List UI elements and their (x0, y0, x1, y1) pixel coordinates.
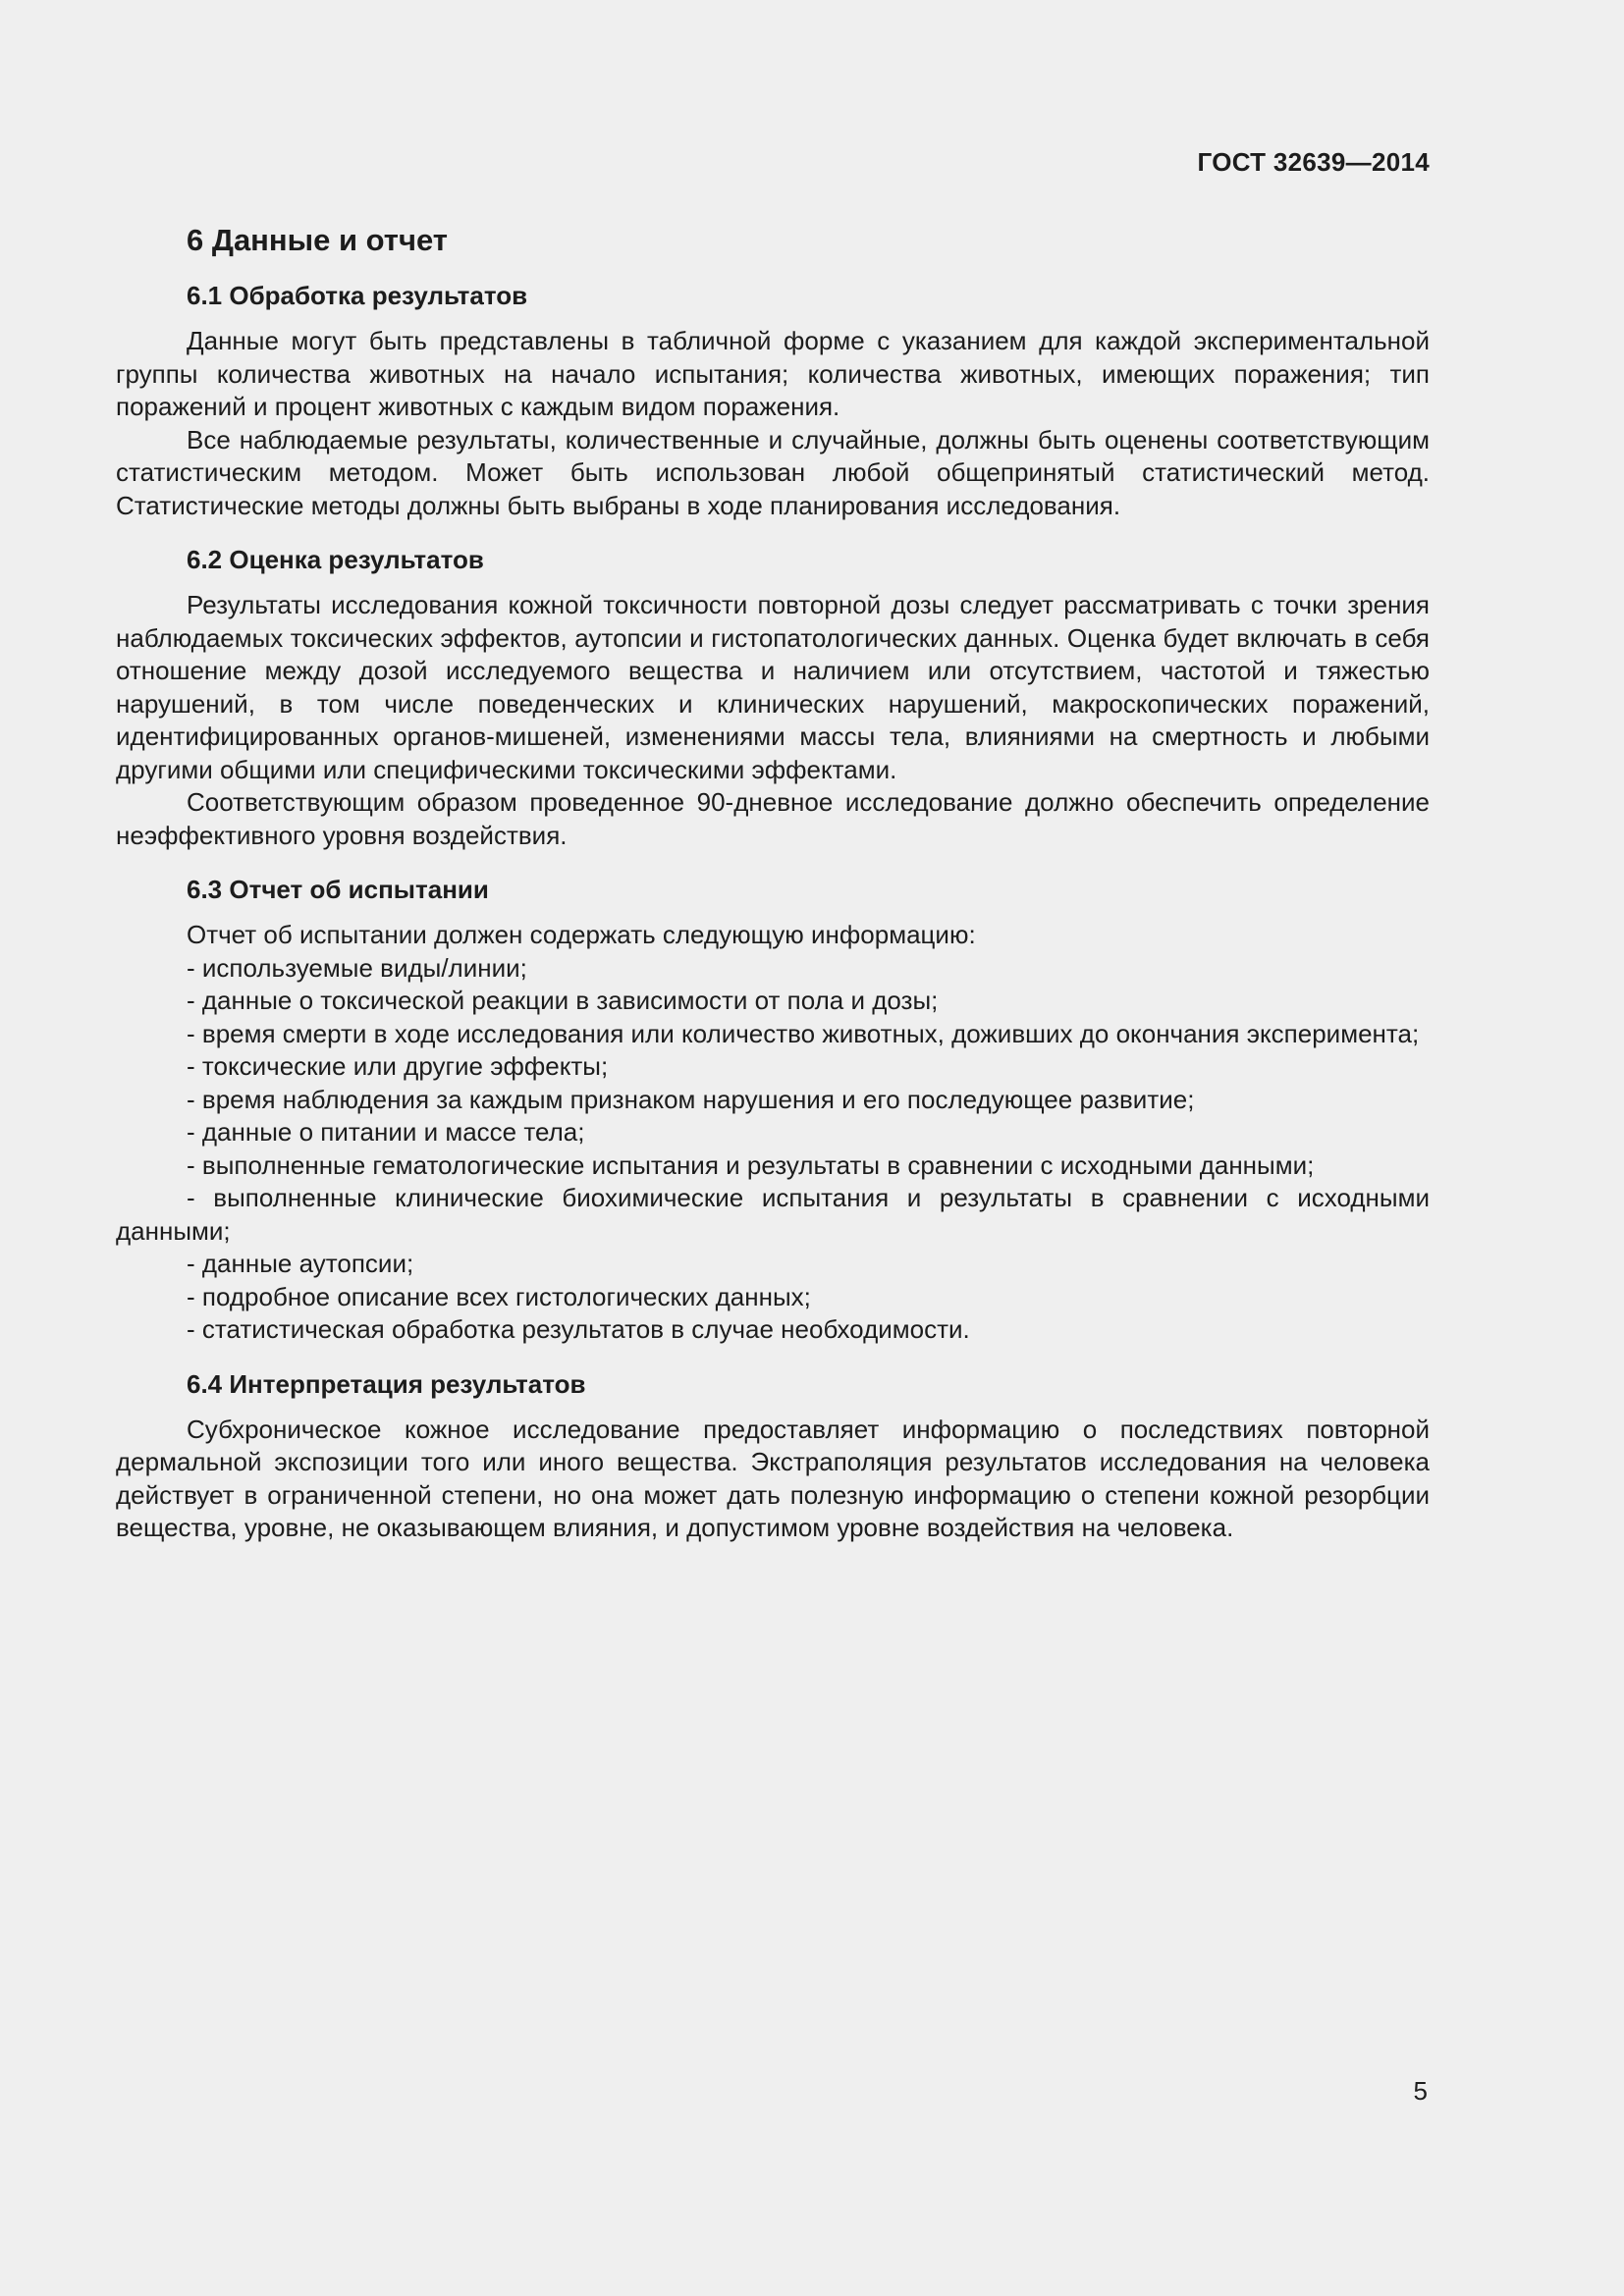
paragraph: Соответствующим образом проведенное 90-дневное исследование должно обеспечить определение неэффективного уровня воздействия. (116, 787, 1430, 850)
page-content (116, 221, 1430, 1545)
paragraph: Субхроническое кожное исследование предоставляет информацию о последствиях повторной дермальной экспозиции того или иного вещества. Экстраполяция результатов исследования на человека действует в ограниченной степени, но она может дать полезную информацию о степени кожной резорбции вещества, уровне, не оказывающем влияния, и допустимом уровне воздействия на человека. (116, 1414, 1430, 1542)
list-item: - выполненные клинические биохимические испытания и результаты в сравнении с исходными данными; (116, 1183, 1430, 1246)
paragraph: Все наблюдаемые результаты, количественные и случайные, должны быть оценены соответствующим статистическим методом. Может быть использован любой общепринятый статистический метод. Статистические методы должны быть выбраны в ходе планирования исследования. (116, 424, 1430, 520)
list-item: - статистическая обработка результатов в случае необходимости. (187, 1314, 970, 1344)
list-item: - время смерти в ходе исследования или количество животных, доживших до окончания эксперимента; (187, 1018, 1420, 1048)
list-item: - время наблюдения за каждым признаком нарушения и его последующее развитие; (187, 1084, 1195, 1114)
standard-code: ГОСТ 32639—2014 (1197, 147, 1430, 177)
subsection-6-2-title: 6.2 Оценка результатов (187, 545, 484, 574)
list-item: - данные о питании и массе тела; (187, 1117, 585, 1147)
subsection-6-1-title: 6.1 Обработка результатов (187, 281, 528, 310)
section-title: 6 Данные и отчет (187, 223, 448, 257)
list-item: - токсические или другие эффекты; (187, 1051, 609, 1081)
subsection-6-4-title: 6.4 Интерпретация результатов (187, 1368, 586, 1399)
paragraph: Данные могут быть представлены в табличной форме с указанием для каждой экспериментальной группы количества животных на начало испытания; количества животных, имеющих поражения; тип поражений и процент животных с каждым видом поражения. (116, 326, 1430, 421)
subsection-6-3-title: 6.3 Отчет об испытании (187, 875, 489, 904)
list-item: - подробное описание всех гистологических данных; (187, 1281, 811, 1311)
list-item: - данные о токсической реакции в зависимости от пола и дозы; (187, 986, 939, 1015)
list-item: - данные аутопсии; (187, 1249, 414, 1278)
page-number: 5 (1413, 2076, 1428, 2106)
list-item: - выполненные гематологические испытания и результаты в сравнении с исходными данными; (187, 1149, 1315, 1180)
paragraph: Результаты исследования кожной токсичности повторной дозы следует рассматривать с точки зрения наблюдаемых токсических эффектов, аутопсии и гистопатологических данных. Оценка будет включать в себя отношение между дозой исследуемого вещества и наличием или отсутствием, частотой и тяжестью нарушений, в том числе поведенческих и клинических нарушений, макроскопических поражений, идентифицированных органов-мишеней, изменениями массы тела, влияниями на смертность и любыми другими общими или специфическими токсическими эффектами. (116, 590, 1430, 784)
list-item: - используемые виды/линии; (187, 952, 527, 983)
paragraph: Отчет об испытании должен содержать следующую информацию: (187, 920, 976, 949)
